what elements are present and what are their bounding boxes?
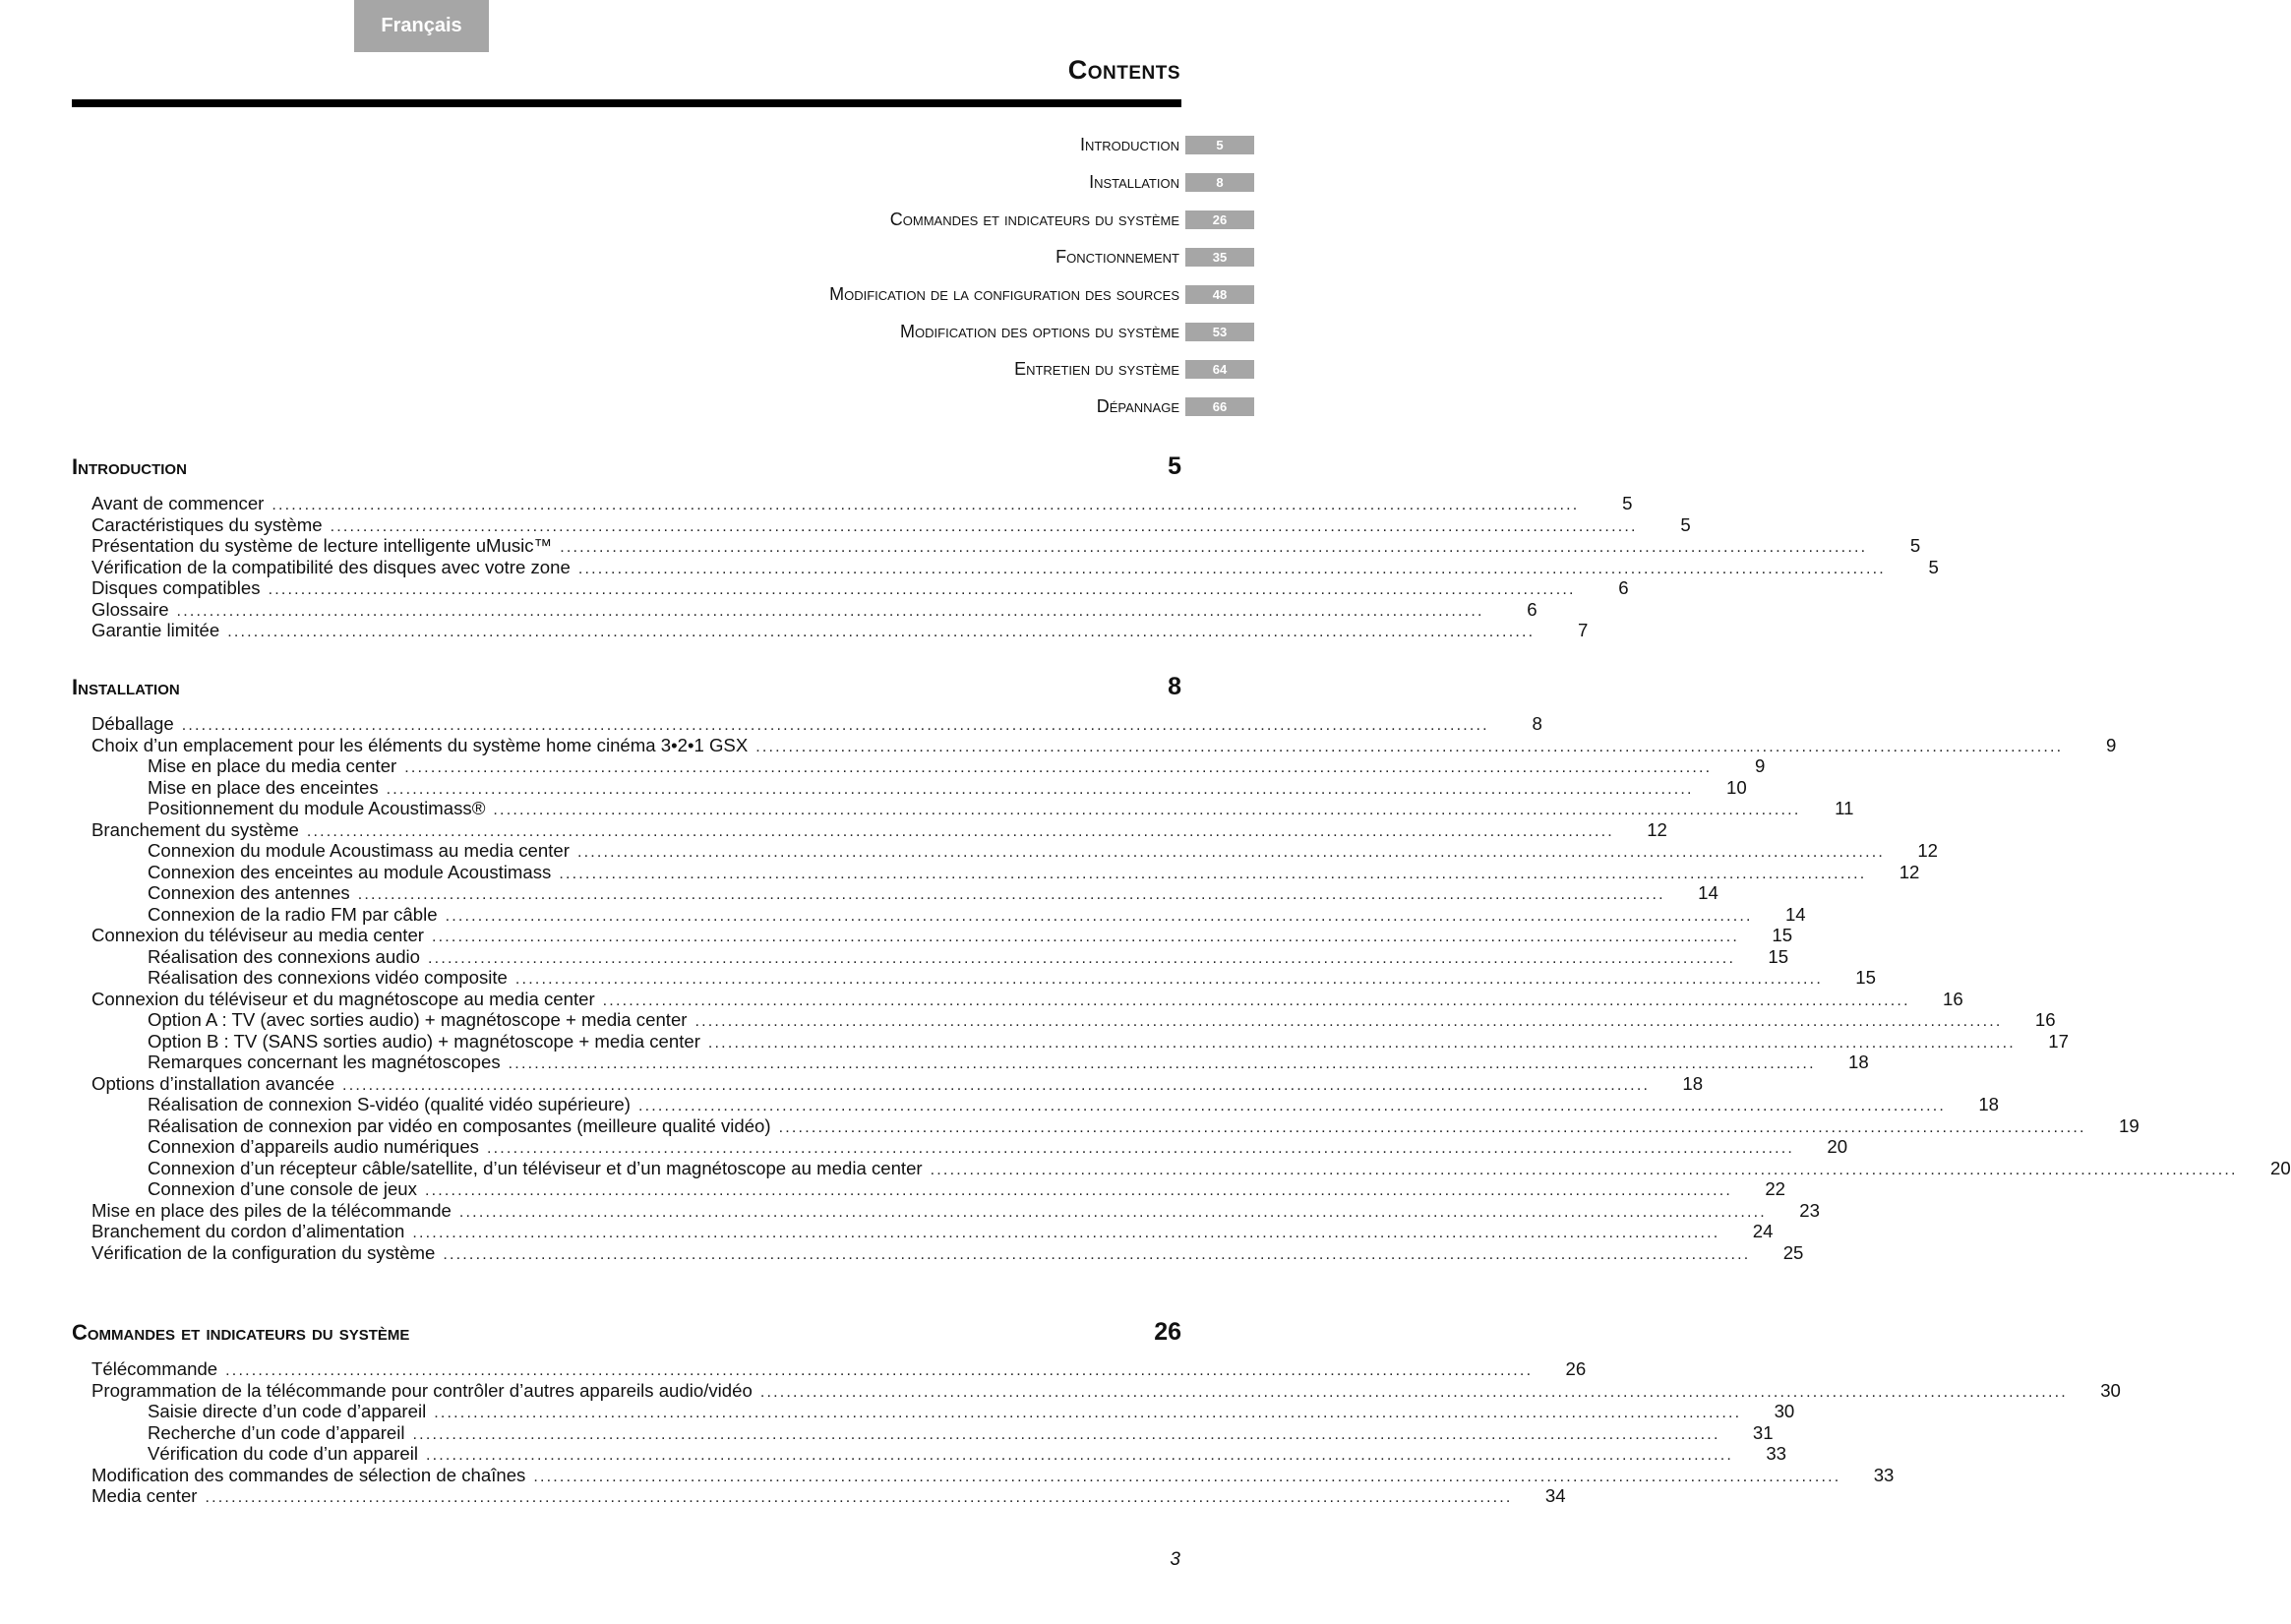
entry-text: Modification des commandes de sélection de chaînes: [91, 1464, 526, 1485]
entry-text: Garantie limitée: [91, 620, 220, 640]
leader-dots: ........................................................................................................................................................................................................: [271, 497, 1580, 513]
leader-dots: ........................................................................................................................................................................................................: [778, 1118, 2086, 1136]
toc-section-installation: [72, 673, 2291, 1263]
leader-dots: ........................................................................................................................................................................................................: [493, 802, 1801, 818]
leader-dots: ........................................................................................................................................................................................................: [755, 738, 2064, 755]
leader-dots: ........................................................................................................................................................................................................: [342, 1076, 1651, 1094]
entry-text: Connexion d’un récepteur câble/satellite, d’un téléviseur et d’un magnétoscope au media center: [148, 1157, 923, 1178]
entry-page: 31: [1752, 1421, 1774, 1443]
entry-page: 10: [1726, 776, 1747, 798]
entry-text: Connexion d’une console de jeux: [148, 1178, 417, 1199]
chapter-tab-depannage[interactable]: [829, 388, 1254, 425]
title-rule: [72, 99, 1181, 107]
toc-subentry[interactable]: [72, 1178, 1786, 1200]
entry-page: 6: [1618, 577, 1629, 598]
entry-page: 9: [2105, 734, 2117, 755]
chapter-tab-label: Introduction: [1079, 134, 1179, 154]
toc-entry[interactable]: [72, 925, 1793, 946]
toc-subentry[interactable]: [72, 840, 1938, 862]
entry-text: Remarques concernant les magnétoscopes: [148, 1052, 501, 1072]
leader-dots: ........................................................................................................................................................................................................: [424, 1182, 1733, 1199]
entry-page: 18: [1682, 1072, 1704, 1094]
entry-text: Branchement du système: [91, 818, 299, 840]
toc-subentry[interactable]: [72, 1052, 1869, 1073]
entry-text: Option A : TV (avec sorties audio) + magnétoscope + media center: [148, 1009, 688, 1030]
toc-subentry[interactable]: [72, 1421, 1774, 1444]
chapter-tab-entretien[interactable]: [829, 350, 1254, 388]
toc-entry[interactable]: [72, 577, 1629, 599]
entry-text: Branchement du cordon d’alimentation: [91, 1221, 405, 1241]
chapter-tab-label: Fonctionnement: [1055, 246, 1179, 267]
entry-page: 12: [1917, 840, 1938, 861]
entry-page: 12: [1647, 818, 1667, 840]
entry-page: 18: [1848, 1052, 1869, 1072]
toc-subentry[interactable]: [72, 1030, 2069, 1053]
entry-page: 14: [1698, 882, 1718, 903]
toc-entry[interactable]: [72, 1464, 1895, 1486]
entry-page: 17: [2048, 1030, 2069, 1052]
leader-dots: ........................................................................................................................................................................................................: [533, 1468, 1841, 1485]
section-heading[interactable]: [72, 673, 1181, 701]
toc-subentry[interactable]: [72, 967, 1876, 989]
chapter-tab-commandes[interactable]: [829, 201, 1254, 238]
entry-text: Connexion du téléviseur au media center: [91, 925, 424, 945]
leader-dots: ........................................................................................................................................................................................................: [576, 844, 1885, 861]
entry-page: 12: [1899, 861, 1920, 882]
toc-subentry[interactable]: [72, 903, 1806, 926]
leader-dots: ........................................................................................................................................................................................................: [225, 1362, 1534, 1379]
entry-text: Connexion du module Acoustimass au media center: [148, 840, 570, 861]
chapter-tab-label: Modification des options du système: [900, 321, 1179, 341]
leader-dots: ........................................................................................................................................................................................................: [637, 1098, 1947, 1114]
toc-entry[interactable]: [72, 493, 1633, 514]
page-number: 3: [1170, 1549, 1180, 1570]
entry-text: Connexion des antennes: [148, 882, 350, 903]
section-page: 5: [1168, 452, 1181, 480]
entry-text: Réalisation des connexions audio: [148, 945, 421, 967]
entry-page: 24: [1752, 1221, 1774, 1241]
entry-text: Connexion de la radio FM par câble: [148, 903, 438, 925]
chapter-tab-label: Installation: [1089, 171, 1179, 192]
entry-page: 30: [2100, 1379, 2121, 1401]
entry-page: 26: [1565, 1358, 1587, 1379]
section-title: Commandes et indicateurs du système: [72, 1320, 410, 1345]
chapter-tab-installation[interactable]: [829, 163, 1254, 201]
leader-dots: ........................................................................................................................................................................................................: [386, 780, 1694, 798]
section-heading[interactable]: [72, 452, 1181, 481]
entry-text: Caractéristiques du système: [91, 513, 323, 535]
chapter-tab-label: Commandes et indicateurs du système: [889, 209, 1179, 229]
leader-dots: ........................................................................................................................................................................................................: [268, 581, 1576, 598]
chapter-tab-page: 26: [1185, 211, 1254, 229]
toc-entry[interactable]: [72, 1485, 1566, 1507]
entry-text: Disques compatibles: [91, 577, 261, 598]
chapter-tab-page: 35: [1185, 248, 1254, 267]
chapter-tab-fonctionnement[interactable]: [829, 238, 1254, 275]
entry-text: Option B : TV (SANS sorties audio) + magnétoscope + media center: [148, 1030, 700, 1052]
entry-text: Connexion d’appareils audio numériques: [148, 1136, 479, 1157]
toc-subentry[interactable]: [72, 861, 1920, 883]
chapter-tab-configuration-sources[interactable]: [829, 275, 1254, 313]
toc-subentry[interactable]: [72, 776, 1747, 799]
toc-section-commandes: [72, 1318, 2121, 1507]
toc-entry[interactable]: [72, 1072, 1704, 1095]
leader-dots: ........................................................................................................................................................................................................: [514, 971, 1823, 988]
leader-dots: ........................................................................................................................................................................................................: [404, 759, 1713, 776]
leader-dots: ........................................................................................................................................................................................................: [560, 539, 1868, 556]
entry-text: Présentation du système de lecture intelligente uMusic™: [91, 535, 553, 556]
entry-text: Mise en place des piles de la télécommande: [91, 1199, 452, 1221]
leader-dots: ........................................................................................................................................................................................................: [227, 624, 1536, 640]
toc-subentry[interactable]: [72, 1114, 2140, 1137]
language-tab[interactable]: Français: [354, 0, 489, 52]
toc-subentry[interactable]: [72, 1136, 1848, 1158]
section-title: Introduction: [72, 454, 187, 479]
entry-page: 15: [1855, 967, 1876, 988]
chapter-tab-page: 64: [1185, 360, 1254, 379]
toc-subentry[interactable]: [72, 1157, 2291, 1179]
entry-page: 14: [1784, 903, 1806, 925]
chapter-tabs: [829, 126, 1254, 425]
leader-dots: ........................................................................................................................................................................................................: [176, 602, 1484, 620]
entry-page: 9: [1754, 755, 1766, 776]
chapter-tab-label: Modification de la configuration des sources: [829, 283, 1179, 304]
toc-entry[interactable]: [72, 620, 1589, 641]
entry-text: Choix d’un emplacement pour les éléments du système home cinéma 3•2•1 GSX: [91, 734, 749, 755]
entry-text: Programmation de la télécommande pour contrôler d’autres appareils audio/vidéo: [91, 1379, 753, 1401]
leader-dots: ........................................................................................................................................................................................................: [432, 929, 1740, 945]
leader-dots: ........................................................................................................................................................................................................: [602, 992, 1910, 1009]
entry-text: Media center: [91, 1485, 198, 1506]
entry-page: 5: [1680, 513, 1691, 535]
leader-dots: ........................................................................................................................................................................................................: [434, 1405, 1742, 1421]
toc-entry[interactable]: [72, 598, 1537, 621]
leader-dots: ........................................................................................................................................................................................................: [694, 1013, 2003, 1030]
entry-page: 5: [1622, 493, 1633, 513]
entry-page: 20: [1827, 1136, 1848, 1157]
entry-page: 18: [1978, 1094, 2000, 1114]
entry-page: 23: [1799, 1199, 1820, 1221]
toc-subentry[interactable]: [72, 1443, 1787, 1465]
toc-subentry[interactable]: [72, 1009, 2056, 1031]
chapter-tab-page: 48: [1185, 285, 1254, 304]
entry-page: 11: [1835, 798, 1854, 818]
leader-dots: ........................................................................................................................................................................................................: [357, 886, 1665, 903]
toc-subentry[interactable]: [72, 945, 1789, 968]
entry-page: 16: [1943, 988, 1963, 1009]
entry-page: 16: [2034, 1009, 2056, 1030]
leader-dots: ........................................................................................................................................................................................................: [508, 1055, 1816, 1072]
leader-dots: ........................................................................................................................................................................................................: [306, 822, 1614, 840]
entry-page: 15: [1768, 945, 1789, 967]
entry-page: 33: [1766, 1443, 1787, 1464]
entry-text: Vérification de la compatibilité des disques avec votre zone: [91, 556, 571, 577]
entry-page: 30: [1774, 1401, 1795, 1421]
entry-page: 5: [1928, 556, 1939, 577]
entry-text: Mise en place du media center: [148, 755, 397, 776]
leader-dots: ........................................................................................................................................................................................................: [486, 1140, 1795, 1157]
entry-text: Options d’installation avancée: [91, 1072, 335, 1094]
entry-page: 6: [1527, 598, 1537, 620]
leader-dots: ........................................................................................................................................................................................................: [181, 717, 1489, 734]
section-title: Installation: [72, 675, 180, 699]
leader-dots: ........................................................................................................................................................................................................: [458, 1203, 1767, 1221]
toc-subentry[interactable]: [72, 755, 1766, 777]
chapter-tab-page: 8: [1185, 173, 1254, 192]
toc-entry[interactable]: [72, 1221, 1774, 1242]
toc-entry[interactable]: [72, 1379, 2121, 1402]
chapter-tab-options-systeme[interactable]: [829, 313, 1254, 350]
entry-text: Mise en place des enceintes: [148, 776, 379, 798]
entry-page: 33: [1873, 1464, 1895, 1485]
entry-page: 22: [1765, 1178, 1786, 1199]
entry-page: 15: [1772, 925, 1793, 945]
leader-dots: ........................................................................................................................................................................................................: [205, 1489, 1513, 1506]
entry-text: Avant de commencer: [91, 493, 265, 513]
entry-page: 7: [1577, 620, 1589, 640]
toc-subentry[interactable]: [72, 1401, 1795, 1422]
entry-page: 34: [1544, 1485, 1566, 1506]
toc-entry[interactable]: [72, 535, 1921, 557]
leader-dots: ........................................................................................................................................................................................................: [425, 1447, 1734, 1464]
leader-dots: ........................................................................................................................................................................................................: [930, 1161, 2238, 1178]
toc-entry[interactable]: [72, 818, 1667, 841]
toc-entry[interactable]: [72, 513, 1691, 536]
entry-text: Connexion du téléviseur et du magnétoscope au media center: [91, 988, 595, 1009]
entry-text: Déballage: [91, 713, 174, 734]
entry-text: Connexion des enceintes au module Acoustimass: [148, 861, 552, 882]
toc-entry[interactable]: [72, 713, 1542, 735]
entry-page: 25: [1782, 1241, 1804, 1263]
leader-dots: ........................................................................................................................................................................................................: [443, 1245, 1751, 1263]
chapter-tab-page: 5: [1185, 136, 1254, 154]
leader-dots: ........................................................................................................................................................................................................: [445, 907, 1753, 925]
entry-page: 5: [1909, 535, 1921, 556]
toc-entry[interactable]: [72, 734, 2117, 756]
entry-text: Réalisation de connexion par vidéo en composantes (meilleure qualité vidéo): [148, 1114, 771, 1136]
leader-dots: ........................................................................................................................................................................................................: [412, 1425, 1720, 1443]
chapter-tab-label: Dépannage: [1096, 395, 1179, 416]
toc-entry[interactable]: [72, 556, 1939, 578]
leader-dots: ........................................................................................................................................................................................................: [759, 1383, 2068, 1401]
entry-text: Vérification du code d’un appareil: [148, 1443, 418, 1464]
section-page: 26: [1154, 1318, 1181, 1346]
entry-text: Positionnement du module Acoustimass®: [148, 798, 486, 818]
leader-dots: ........................................................................................................................................................................................................: [428, 949, 1736, 967]
entry-text: Réalisation de connexion S-vidéo (qualité vidéo supérieure): [148, 1094, 631, 1114]
toc-entry[interactable]: [72, 1199, 1820, 1222]
section-heading[interactable]: [72, 1318, 1181, 1347]
toc-subentry[interactable]: [72, 798, 1854, 819]
chapter-tab-introduction[interactable]: [829, 126, 1254, 163]
page-title: Contents: [1067, 55, 1180, 85]
toc-entry[interactable]: [72, 988, 1963, 1010]
chapter-tab-label: Entretien du système: [1014, 358, 1179, 379]
section-page: 8: [1168, 673, 1181, 700]
entry-page: 8: [1532, 713, 1542, 734]
entry-page: 19: [2118, 1114, 2140, 1136]
entry-text: Glossaire: [91, 598, 169, 620]
toc-subentry[interactable]: [72, 882, 1718, 904]
leader-dots: ........................................................................................................................................................................................................: [577, 560, 1886, 577]
entry-text: Recherche d’un code d’appareil: [148, 1421, 405, 1443]
chapter-tab-page: 66: [1185, 397, 1254, 416]
entry-text: Réalisation des connexions vidéo composite: [148, 967, 508, 988]
toc-subentry[interactable]: [72, 1094, 2000, 1115]
chapter-tab-page: 53: [1185, 323, 1254, 341]
leader-dots: ........................................................................................................................................................................................................: [330, 517, 1638, 535]
toc-entry[interactable]: [72, 1241, 1804, 1264]
toc-entry[interactable]: [72, 1358, 1587, 1380]
leader-dots: ........................................................................................................................................................................................................: [559, 865, 1867, 882]
leader-dots: ........................................................................................................................................................................................................: [412, 1225, 1720, 1241]
leader-dots: ........................................................................................................................................................................................................: [707, 1034, 2016, 1052]
entry-text: Vérification de la configuration du système: [91, 1241, 436, 1263]
toc-section-introduction: [72, 452, 1939, 641]
entry-text: Télécommande: [91, 1358, 218, 1379]
entry-text: Saisie directe d’un code d’appareil: [148, 1401, 427, 1421]
entry-page: 20: [2270, 1157, 2291, 1178]
